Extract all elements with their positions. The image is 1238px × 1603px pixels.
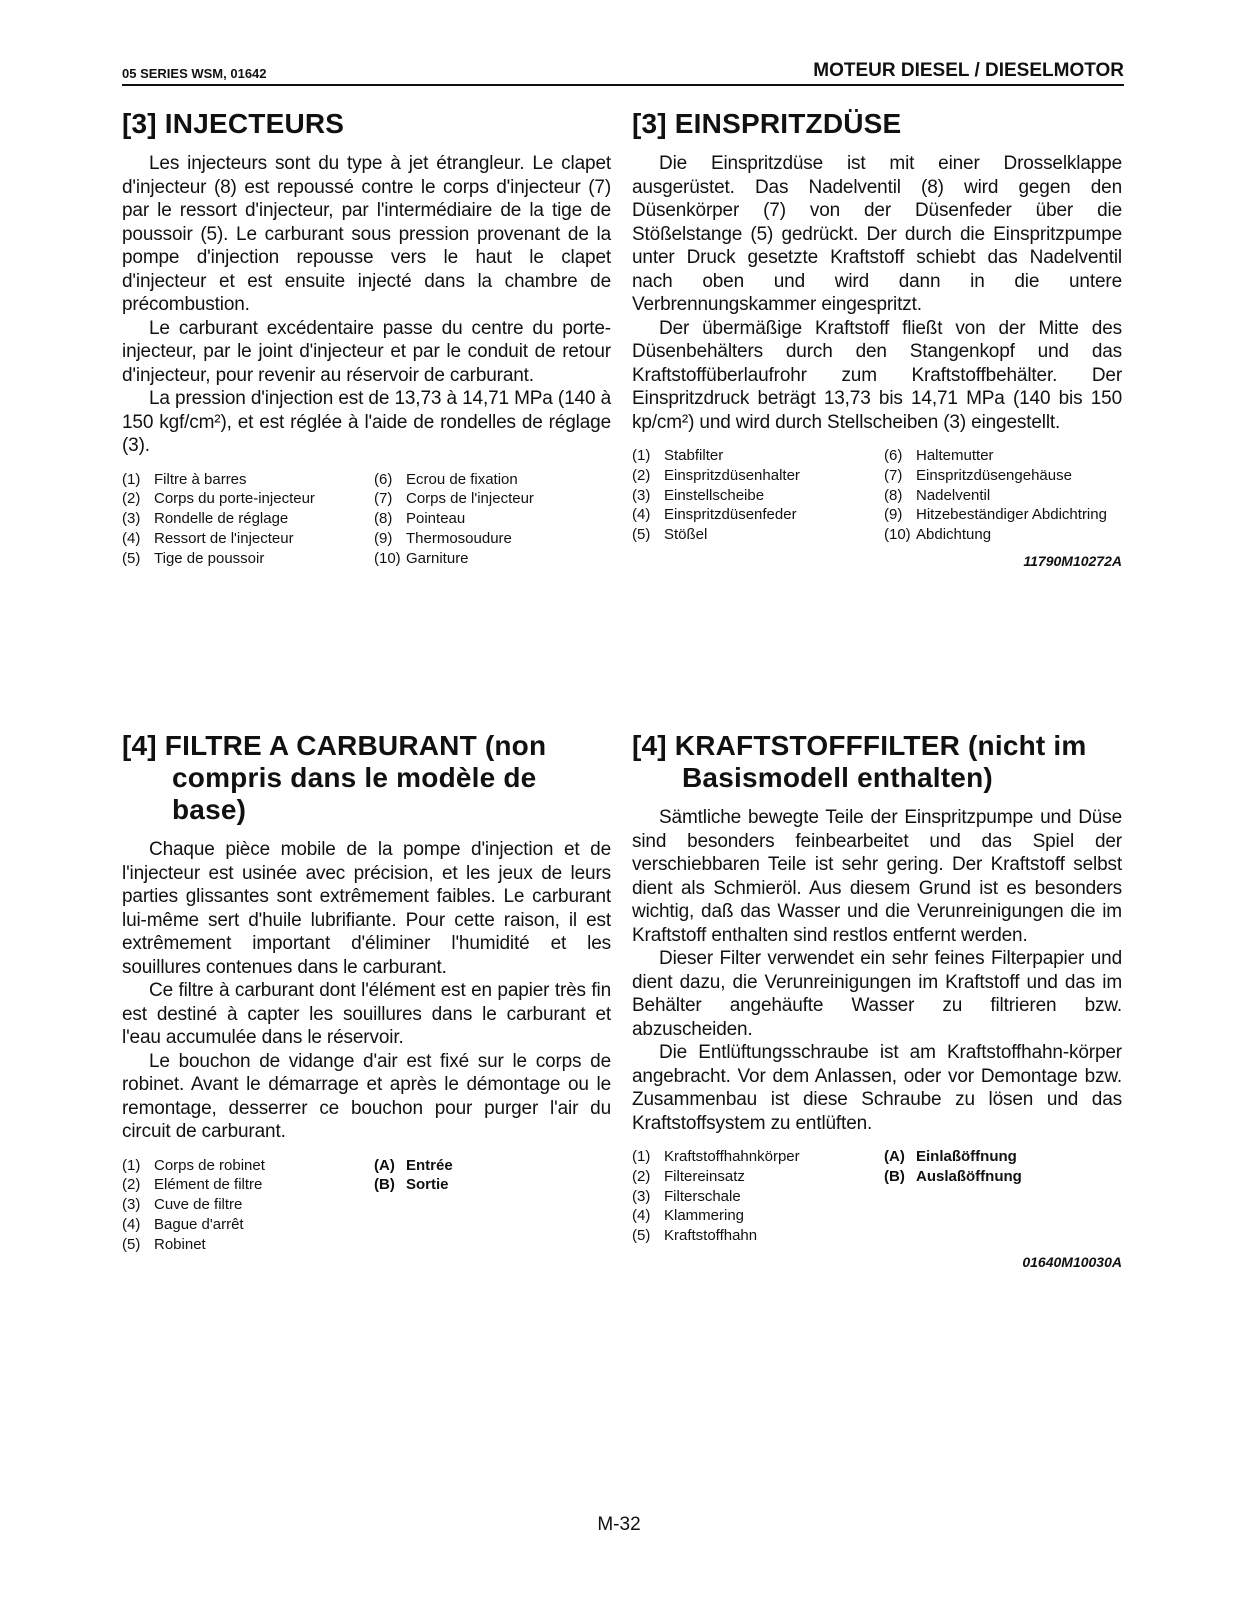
part-label: Abdichtung bbox=[916, 526, 992, 544]
section-title: [3] INJECTEURS bbox=[122, 108, 345, 139]
paragraph: Dieser Filter verwendet ein sehr feines Filterpapier und dient dazu, die Verunreinigungen im Kraftstoff und das im Behälter angehäufte Wasser zu filtrieren bzw. abzuscheiden. bbox=[632, 948, 1122, 1040]
parts-list-item bbox=[632, 446, 884, 466]
part-label: Stabfilter bbox=[664, 447, 724, 464]
parts-list bbox=[632, 446, 1122, 545]
part-number: (2) bbox=[122, 490, 141, 508]
part-label: Ressort de l'injecteur bbox=[154, 529, 294, 547]
part-label: Haltemutter bbox=[916, 447, 994, 464]
part-number: (3) bbox=[632, 1187, 651, 1205]
paragraph: Chaque pièce mobile de la pompe d'injection et de l'injecteur est usinée avec précision, et les jeux de leurs parties glissantes sont extrêmement faibles. Le carburant lui-même sert d'huile lubrifiante. Pour cette raison, il est extrêmement important d'éliminer l'humidité et les souillures contenues dans le carburant. bbox=[122, 839, 611, 978]
parts-list-item bbox=[632, 525, 884, 545]
part-label: Corps de l'injecteur bbox=[406, 490, 534, 508]
parts-list bbox=[632, 1147, 1122, 1246]
parts-list-item bbox=[632, 1187, 884, 1207]
reference-code: 01640M10030A bbox=[1022, 1253, 1122, 1270]
parts-list-item bbox=[884, 1206, 1124, 1226]
part-number bbox=[374, 1195, 406, 1215]
part-label: Pointeau bbox=[406, 510, 466, 528]
part-number: (3) bbox=[632, 486, 651, 504]
part-label bbox=[916, 1206, 1124, 1226]
parts-list-item bbox=[122, 549, 374, 569]
section-einspritzduese-de bbox=[632, 108, 1122, 569]
part-label: Cuve de filtre bbox=[154, 1196, 243, 1214]
parts-list-item bbox=[884, 505, 1124, 525]
part-number: (2) bbox=[632, 1167, 651, 1185]
part-label: Corps du porte-injecteur bbox=[154, 490, 315, 508]
section-title: [4] KRAFTSTOFFFILTER (nicht im Basismodell enthalten) bbox=[632, 730, 1087, 793]
part-number: (9) bbox=[884, 506, 903, 524]
parts-list-item bbox=[884, 525, 1124, 545]
part-label: Rondelle de réglage bbox=[154, 510, 289, 528]
parts-list-item bbox=[122, 1195, 374, 1215]
part-label: Entrée bbox=[406, 1156, 453, 1174]
parts-list-item bbox=[632, 1206, 884, 1226]
part-label: Einspritzdüsenfeder bbox=[664, 506, 797, 524]
parts-list-item bbox=[374, 509, 614, 529]
parts-list-item bbox=[884, 1187, 1124, 1207]
part-label: Einlaßöffnung bbox=[916, 1148, 1017, 1165]
paragraph: Die Entlüftungsschraube ist am Kraftstoffhahn-körper angebracht. Vor dem Anlassen, oder vor Demontage bzw. Zusammenbau ist diese Schraube zu lösen und das Kraftstoffsystem zu entlüften. bbox=[632, 1042, 1122, 1134]
part-label bbox=[406, 1195, 614, 1215]
parts-list-item bbox=[884, 446, 1124, 466]
part-label bbox=[916, 1187, 1124, 1207]
part-number: (7) bbox=[884, 466, 903, 484]
section-filtre-fr bbox=[122, 730, 611, 1254]
paragraph: Sämtliche bewegte Teile der Einspritzpumpe und Düse sind besonders feinbearbeitet und das Spiel der verschiebbaren Teile ist sehr gering. Der Kraftstoff selbst dient als Schmieröl. Aus diesem Grund ist es besonders wichtig, daß das Wasser und die Verunreinigungen die im Kraftstoff enthalten sind restlos entfernt werden. bbox=[632, 807, 1122, 946]
parts-list-item bbox=[122, 1235, 374, 1255]
part-label: Nadelventil bbox=[916, 486, 991, 504]
parts-list bbox=[122, 470, 611, 569]
part-label: Einspritzdüsenhalter bbox=[664, 466, 800, 484]
parts-list-item bbox=[374, 1175, 614, 1195]
part-label: Corps de robinet bbox=[154, 1156, 265, 1174]
header-series-label: 05 SERIES WSM, 01642 bbox=[122, 66, 267, 81]
part-label: Kraftstoffhahnkörper bbox=[664, 1148, 800, 1165]
part-label: Filtre à barres bbox=[154, 470, 247, 488]
part-number: (10) bbox=[884, 526, 911, 544]
parts-list-item bbox=[374, 1215, 614, 1235]
part-label: Einstellscheibe bbox=[664, 486, 765, 504]
part-number bbox=[884, 1187, 916, 1207]
part-label: Hitzebeständiger Abdichtring bbox=[916, 506, 1107, 524]
part-number: (7) bbox=[374, 490, 393, 508]
part-number: (1) bbox=[632, 447, 651, 464]
parts-list-item bbox=[122, 509, 374, 529]
part-label: Elément de filtre bbox=[154, 1176, 263, 1194]
parts-list-item bbox=[632, 1226, 884, 1246]
part-number: (2) bbox=[122, 1176, 141, 1194]
part-number: (6) bbox=[884, 447, 903, 464]
part-number: (1) bbox=[632, 1148, 651, 1165]
part-label: Bague d'arrêt bbox=[154, 1215, 244, 1233]
part-label: Ecrou de fixation bbox=[406, 470, 518, 488]
parts-list-item bbox=[374, 529, 614, 549]
parts-list-item bbox=[632, 1147, 884, 1167]
part-label: Filterschale bbox=[664, 1187, 741, 1205]
part-number: (5) bbox=[632, 1227, 651, 1245]
parts-list-item bbox=[374, 1195, 614, 1215]
paragraph: Le carburant excédentaire passe du centre du porte-injecteur, par le joint d'injecteur et par le conduit de retour d'injecteur, pour revenir au réservoir de carburant. bbox=[122, 317, 611, 386]
section-injecteurs-fr bbox=[122, 108, 611, 568]
part-number: (5) bbox=[632, 526, 651, 544]
page-header bbox=[122, 62, 1124, 86]
page-number: M-32 bbox=[597, 1514, 641, 1535]
part-number: (B) bbox=[884, 1167, 905, 1185]
part-number bbox=[884, 1206, 916, 1226]
part-number: (3) bbox=[122, 510, 141, 528]
part-number: (3) bbox=[122, 1196, 141, 1214]
section-filter-de bbox=[632, 730, 1122, 1270]
parts-list-item bbox=[122, 470, 374, 490]
part-number: (1) bbox=[122, 1156, 141, 1174]
parts-list bbox=[122, 1156, 611, 1255]
section-title: [3] EINSPRITZDÜSE bbox=[632, 108, 902, 139]
part-number: (4) bbox=[632, 1207, 651, 1225]
part-number: (2) bbox=[632, 466, 651, 484]
part-number: (4) bbox=[122, 1215, 141, 1233]
part-label: Tige de poussoir bbox=[154, 549, 265, 567]
header-section-title: MOTEUR DIESEL / DIESELMOTOR bbox=[813, 60, 1124, 81]
parts-list-item bbox=[884, 466, 1124, 486]
part-number: (8) bbox=[884, 486, 903, 504]
parts-list-item bbox=[374, 549, 614, 569]
part-label: Auslaßöffnung bbox=[916, 1167, 1022, 1185]
parts-list-item bbox=[632, 1167, 884, 1187]
paragraph: Der übermäßige Kraftstoff fließt von der Mitte des Düsenbehälters durch den Stangenkopf und das Kraftstoffüberlaufrohr zum Kraftstoffbehälter. Der Einspritzdruck beträgt 13,73 bis 14,71 MPa (140 bis 150 kp/cm²) und wird durch Stellscheiben (3) eingestellt. bbox=[632, 317, 1122, 433]
part-label: Filtereinsatz bbox=[664, 1167, 745, 1185]
part-number: (9) bbox=[374, 529, 393, 547]
part-number: (5) bbox=[122, 1235, 141, 1253]
part-label: Kraftstoffhahn bbox=[664, 1227, 758, 1245]
part-number: (5) bbox=[122, 549, 141, 567]
part-label: Thermosoudure bbox=[406, 529, 512, 547]
part-number: (8) bbox=[374, 510, 393, 528]
reference-code: 11790M10272A bbox=[1023, 552, 1122, 569]
part-number: (4) bbox=[122, 529, 141, 547]
parts-list-item bbox=[122, 1175, 374, 1195]
parts-list-item bbox=[884, 486, 1124, 506]
paragraph: Les injecteurs sont du type à jet étrangleur. Le clapet d'injecteur (8) est repoussé contre le corps d'injecteur (7) par le ressort d'injecteur, par l'intermédiaire de la tige de poussoir (5). Le carburant sous pression provenant de la pompe d'injection repousse vers le haut le clapet d'injecteur et est ensuite injecté dans la chambre de précombustion. bbox=[122, 153, 611, 315]
part-number: (A) bbox=[374, 1156, 395, 1174]
part-number: (B) bbox=[374, 1176, 395, 1194]
section-title: [4] FILTRE A CARBURANT (non compris dans le modèle de base) bbox=[122, 730, 547, 825]
part-number: (1) bbox=[122, 470, 141, 488]
part-number: (6) bbox=[374, 470, 393, 488]
parts-list-item bbox=[374, 1156, 614, 1176]
parts-list-item bbox=[884, 1167, 1124, 1187]
part-label: Robinet bbox=[154, 1235, 206, 1253]
part-number: (A) bbox=[884, 1148, 905, 1165]
parts-list-item bbox=[122, 489, 374, 509]
paragraph: Die Einspritzdüse ist mit einer Drosselklappe ausgerüstet. Das Nadelventil (8) wird gegen den Düsenkörper (7) von der Düsenfeder über die Stößelstange (5) gedrückt. Der durch die Einspritzpumpe unter Druck gesetzte Kraftstoff schiebt das Nadelventil nach oben und wird dann in die untere Verbrennungskammer eingespritzt. bbox=[632, 153, 1122, 315]
part-label: Sortie bbox=[406, 1176, 449, 1194]
paragraph: Le bouchon de vidange d'air est fixé sur le corps de robinet. Avant le démarrage et après le démontage ou le remontage, desserrer ce bouchon pour purger l'air du circuit de carburant. bbox=[122, 1050, 611, 1142]
part-label: Stößel bbox=[664, 526, 708, 544]
part-number bbox=[374, 1215, 406, 1235]
part-label: Garniture bbox=[406, 549, 469, 567]
paragraph: Ce filtre à carburant dont l'élément est en papier très fin est destiné à capter les souillures dans le carburant et l'eau accumulée dans le réservoir. bbox=[122, 980, 611, 1048]
parts-list-item bbox=[632, 486, 884, 506]
part-number: (10) bbox=[374, 549, 401, 567]
parts-list-item bbox=[122, 529, 374, 549]
part-label bbox=[406, 1215, 614, 1235]
part-label: Klammering bbox=[664, 1207, 745, 1225]
parts-list-item bbox=[632, 466, 884, 486]
parts-list-item bbox=[122, 1156, 374, 1176]
parts-list-item bbox=[122, 1215, 374, 1235]
part-number: (4) bbox=[632, 506, 651, 524]
paragraph: La pression d'injection est de 13,73 à 14,71 MPa (140 à 150 kgf/cm²), et est réglée à l'aide de rondelles de réglage (3). bbox=[122, 388, 611, 456]
parts-list-item bbox=[884, 1147, 1124, 1167]
parts-list-item bbox=[374, 470, 614, 490]
parts-list-item bbox=[374, 489, 614, 509]
part-label: Einspritzdüsengehäuse bbox=[916, 466, 1072, 484]
parts-list-item bbox=[632, 505, 884, 525]
